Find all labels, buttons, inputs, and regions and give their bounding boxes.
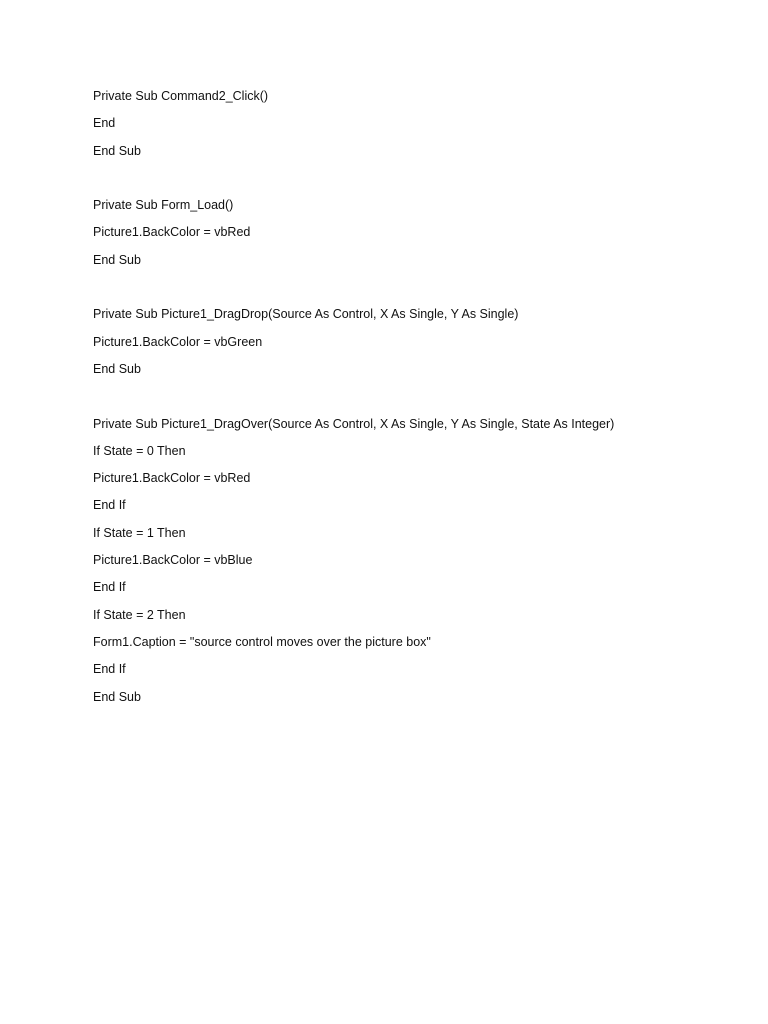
code-line: End If [93, 580, 126, 595]
code-line: Picture1.BackColor = vbRed [93, 471, 251, 486]
code-line: Private Sub Form_Load() [93, 198, 234, 213]
code-line: End If [93, 498, 126, 513]
code-line: Private Sub Picture1_DragOver(Source As Control, X As Single, Y As Single, State As Integer) [93, 416, 615, 431]
blank-line [93, 168, 733, 195]
code-line: Picture1.BackColor = vbRed [93, 225, 251, 240]
code-line: End If [93, 662, 126, 677]
blank-line [93, 386, 733, 413]
code-line: If State = 1 Then [93, 525, 186, 540]
code-line: End Sub [93, 689, 141, 704]
code-line: Picture1.BackColor = vbGreen [93, 334, 263, 349]
code-line: End [93, 116, 116, 131]
code-line: If State = 2 Then [93, 607, 186, 622]
code-line: Picture1.BackColor = vbBlue [93, 553, 253, 568]
blank-line [93, 277, 733, 304]
code-line: Private Sub Picture1_DragDrop(Source As Control, X As Single, Y As Single) [93, 307, 519, 322]
code-line: Private Sub Command2_Click() [93, 89, 269, 103]
code-line: End Sub [93, 143, 141, 158]
code-line: End Sub [93, 252, 141, 267]
code-line: Form1.Caption = "source control moves over the picture box" [93, 634, 431, 649]
code-text-body [93, 86, 733, 714]
code-line: If State = 0 Then [93, 443, 186, 458]
code-line: End Sub [93, 361, 141, 376]
